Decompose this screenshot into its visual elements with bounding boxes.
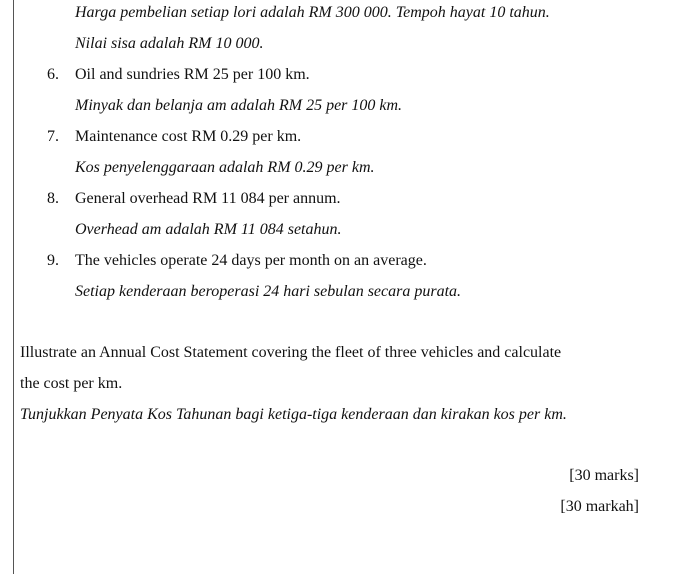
- item-8-english: General overhead RM 11 084 per annum.: [75, 190, 341, 207]
- left-margin-rule: [13, 0, 14, 574]
- question-english-line-2: the cost per km.: [20, 375, 123, 392]
- item-8-number: 8.: [47, 190, 59, 207]
- item-8-malay: Overhead am adalah RM 11 084 setahun.: [75, 221, 342, 238]
- marks-english: [30 marks]: [569, 467, 639, 484]
- item-7-malay: Kos penyelenggaraan adalah RM 0.29 per km.: [75, 159, 375, 176]
- item-7-number: 7.: [47, 128, 59, 145]
- item-7-english: Maintenance cost RM 0.29 per km.: [75, 128, 302, 145]
- item-6-number: 6.: [47, 66, 59, 83]
- question-malay-line-1: Tunjukkan Penyata Kos Tahunan bagi ketiga-tiga kenderaan dan kirakan kos per km.: [20, 406, 567, 423]
- marks-malay: [30 markah]: [560, 498, 639, 515]
- continuation-line-1: Harga pembelian setiap lori adalah RM 300 000. Tempoh hayat 10 tahun.: [75, 4, 550, 21]
- question-english-line-1: Illustrate an Annual Cost Statement covering the fleet of three vehicles and calculate: [20, 344, 562, 361]
- item-6-malay: Minyak dan belanja am adalah RM 25 per 100 km.: [75, 97, 403, 114]
- item-9-malay: Setiap kenderaan beroperasi 24 hari sebulan secara purata.: [75, 283, 462, 300]
- item-9-number: 9.: [47, 252, 59, 269]
- item-6-english: Oil and sundries RM 25 per 100 km.: [75, 66, 310, 83]
- item-9-english: The vehicles operate 24 days per month on an average.: [75, 252, 427, 269]
- continuation-line-2: Nilai sisa adalah RM 10 000.: [75, 35, 264, 52]
